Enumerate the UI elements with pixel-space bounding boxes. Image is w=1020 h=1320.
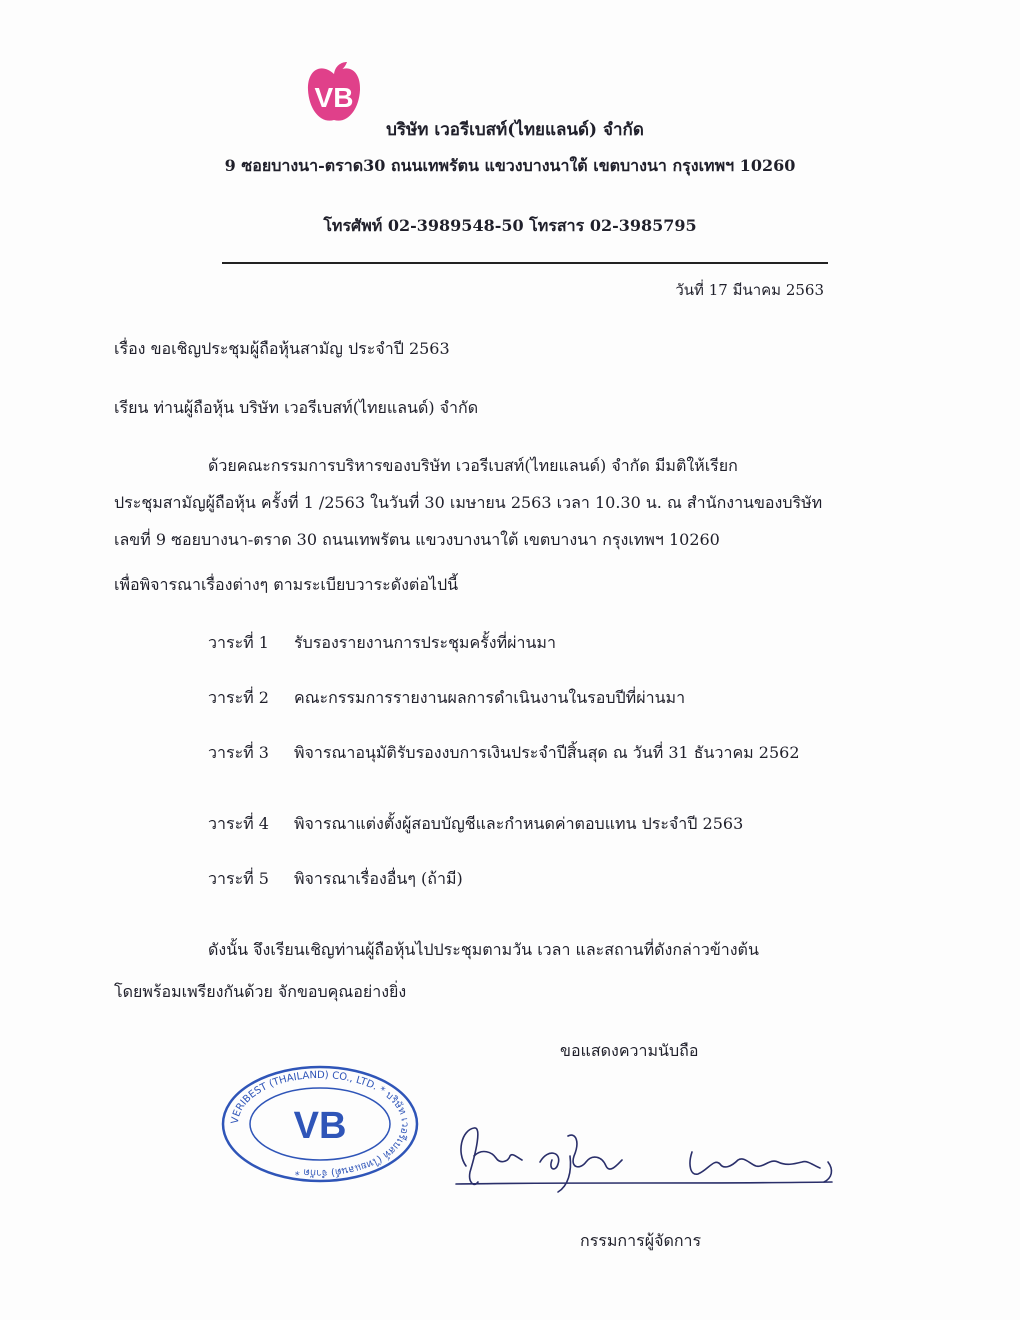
logo-text: VB <box>314 82 354 113</box>
stamp-ring-text: VERIBEST (THAILAND) CO., LTD. * บริษัท เวอรีเบสท์ (ไทยแลนด์) จำกัด * <box>229 1069 411 1179</box>
body-line-3: เลขที่ 9 ซอยบางนา-ตราด 30 ถนนเทพรัตน แขวงบางนาใต้ เขตบางนา กรุงเทพฯ 10260 <box>114 530 720 549</box>
agenda-item <box>208 741 800 766</box>
agenda-text: พิจารณาแต่งตั้งผู้สอบบัญชีและกำหนดค่าตอบแทน ประจำปี 2563 <box>294 814 744 833</box>
company-stamp <box>220 1064 420 1184</box>
header-divider <box>222 262 828 264</box>
company-contact: โทรศัพท์ 02-3989548-50 โทรสาร 02-3985795 <box>323 216 697 235</box>
handwritten-signature <box>452 1112 842 1198</box>
agenda-text: รับรองรายงานการประชุมครั้งที่ผ่านมา <box>294 633 556 652</box>
closing-line-2: โดยพร้อมเพรียงกันด้วย จักขอบคุณอย่างยิ่ง <box>114 982 407 1001</box>
company-name: บริษัท เวอรีเบสท์(ไทยแลนด์) จำกัด <box>386 120 644 140</box>
agenda-text: พิจารณาเรื่องอื่นๆ (ถ้ามี) <box>294 869 463 888</box>
regards: ขอแสดงความนับถือ <box>560 1041 699 1060</box>
agenda-text: คณะกรรมการรายงานผลการดำเนินงานในรอบปีที่ผ่านมา <box>294 688 686 707</box>
company-address: 9 ซอยบางนา-ตราด30 ถนนเทพรัตน แขวงบางนาใต้ เขตบางนา กรุงเทพฯ 10260 <box>224 156 796 175</box>
closing-line-1: ดังนั้น จึงเรียนเชิญท่านผู้ถือหุ้นไปประชุมตามวัน เวลา และสถานที่ดังกล่าวข้างต้น <box>208 940 759 959</box>
agenda-item <box>208 867 463 892</box>
agenda-text: พิจารณาอนุมัติรับรองงบการเงินประจำปีสิ้นสุด ณ วันที่ 31 ธันวาคม 2562 <box>294 743 800 762</box>
body-line-1: ด้วยคณะกรรมการบริหารของบริษัท เวอรีเบสท์(ไทยแลนด์) จำกัด มีมติให้เรียก <box>208 456 738 475</box>
letter-date: วันที่ 17 มีนาคม 2563 <box>675 281 824 299</box>
recipient-line: เรียน ท่านผู้ถือหุ้น บริษัท เวอรีเบสท์(ไทยแลนด์) จำกัด <box>114 398 479 417</box>
body-line-4: เพื่อพิจารณาเรื่องต่างๆ ตามระเบียบวาระดังต่อไปนี้ <box>114 575 459 594</box>
agenda-number: วาระที่ 1 <box>208 633 269 652</box>
subject-line: เรื่อง ขอเชิญประชุมผู้ถือหุ้นสามัญ ประจำปี 2563 <box>114 339 450 358</box>
agenda-item <box>208 686 685 711</box>
agenda-number: วาระที่ 5 <box>208 869 269 888</box>
signer-title: กรรมการผู้จัดการ <box>580 1231 702 1250</box>
stamp-logo-text: VB <box>293 1105 347 1147</box>
agenda-number: วาระที่ 2 <box>208 688 269 707</box>
agenda-item <box>208 631 556 656</box>
agenda-item <box>208 812 743 837</box>
agenda-number: วาระที่ 3 <box>208 743 269 762</box>
body-line-2: ประชุมสามัญผู้ถือหุ้น ครั้งที่ 1 /2563 ในวันที่ 30 เมษายน 2563 เวลา 10.30 น. ณ สำนักงานของบริษัท <box>114 493 823 512</box>
agenda-number: วาระที่ 4 <box>208 814 269 833</box>
